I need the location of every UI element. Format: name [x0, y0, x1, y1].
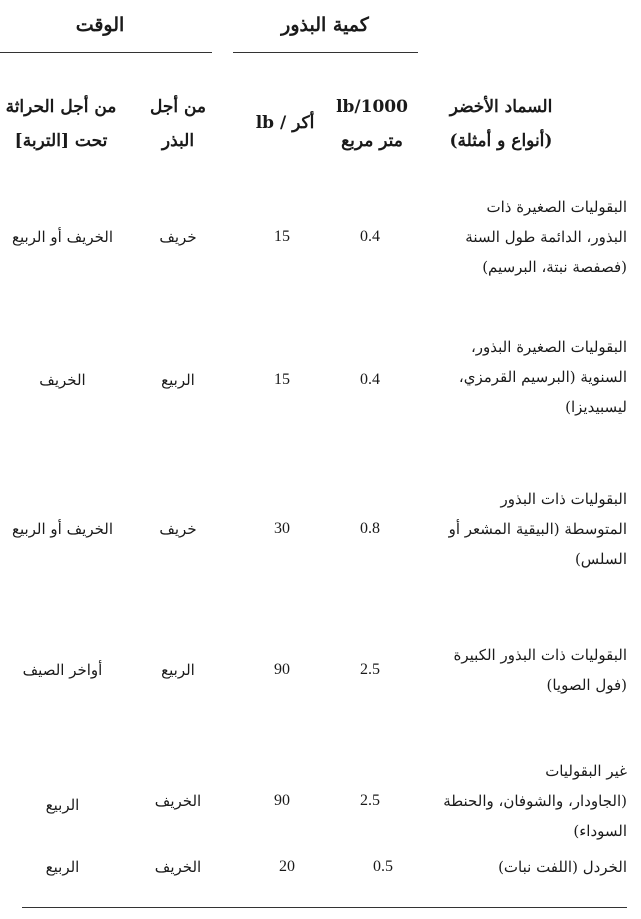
manure-line: السلس)	[574, 550, 627, 568]
manure-line: المتوسطة (البيقية المشعر أو	[448, 520, 627, 538]
manure-line: البقوليات ذات البذور الكبيرة	[453, 646, 627, 664]
manure-line: الخردل (اللفت نبات)	[498, 858, 627, 876]
table-row-1-seeding: خريف	[159, 228, 197, 246]
table-row-4-seeding: الربيع	[161, 661, 195, 679]
per-acre-column-header: أكر / lb	[255, 113, 315, 133]
manure-line: البقوليات ذات البذور	[500, 490, 627, 508]
manure-line: السوداء)	[573, 822, 627, 840]
table-row-4-per-acre: 90	[274, 661, 290, 678]
table-row-5-plow: الربيع	[45, 796, 80, 814]
table-row-3-per-1000: 0.8	[360, 520, 380, 537]
timing-group-rule	[0, 52, 212, 53]
per-1000-column-header	[322, 90, 422, 158]
plow-under-column-header	[0, 90, 122, 158]
table-row-6-per-acre: 20	[279, 858, 295, 875]
per-1000-header-area: متر مربع	[341, 131, 403, 151]
table-row-3-plow: الخريف أو الربيع	[11, 520, 114, 538]
table-row-2-per-1000: 0.4	[360, 371, 380, 388]
table-row-4-manure	[412, 640, 627, 700]
table-row-5-per-acre: 90	[274, 792, 290, 809]
table-row-2-plow: الخريف	[39, 371, 86, 389]
table-row-5-seeding: الخريف	[154, 792, 202, 810]
manure-line: (الجاودار، والشوفان، والحنطة	[443, 792, 627, 810]
manure-line: البذور، الدائمة طول السنة	[465, 228, 627, 246]
table-row-1-per-1000: 0.4	[360, 228, 380, 245]
green-manure-header-line-2: (أنواع و أمثلة)	[449, 131, 553, 151]
table-row-3-per-acre: 30	[274, 520, 290, 537]
table-row-5-manure	[412, 756, 627, 846]
table-row-3-manure	[412, 484, 627, 574]
manure-line: البقوليات الصغيرة ذات	[486, 198, 627, 216]
manure-line: (فصفصة نبتة، البرسيم)	[482, 258, 627, 276]
seeding-header-line-2: البذر	[161, 131, 195, 151]
table-bottom-rule	[22, 907, 627, 908]
manure-line: السنوية (البرسيم القرمزي،	[458, 368, 627, 386]
seed-quantity-group-label: كمية البذور	[281, 14, 369, 36]
timing-group-label: الوقت	[75, 14, 125, 36]
manure-line: (فول الصويا)	[546, 676, 627, 694]
seeding-column-header	[128, 90, 228, 158]
table-row-1-manure	[412, 192, 627, 282]
green-manure-column-header	[401, 90, 601, 158]
table-row-1-per-acre: 15	[274, 228, 290, 245]
seeding-header-line-1: من أجل	[149, 97, 207, 117]
table-row-6-per-1000: 0.5	[373, 858, 393, 875]
table-row-6-plow: الربيع	[45, 858, 80, 876]
table-row-4-plow: أواخر الصيف	[22, 661, 103, 679]
seed-quantity-group-rule	[233, 52, 418, 53]
manure-line: ليسبيديزا)	[565, 398, 627, 416]
plow-header-line-1: من أجل الحراثة	[5, 97, 117, 117]
green-manure-header-line-1: السماد الأخضر	[449, 97, 553, 117]
table-row-2-per-acre: 15	[274, 371, 290, 388]
table-row-6-manure	[412, 852, 627, 882]
table-row-2-seeding: الربيع	[161, 371, 195, 389]
manure-line: غير البقوليات	[545, 762, 627, 780]
plow-header-line-2: تحت [التربة]	[14, 131, 108, 151]
table-row-4-per-1000: 2.5	[360, 661, 380, 678]
per-1000-header-unit: lb/1000	[336, 97, 408, 117]
manure-line: البقوليات الصغيرة البذور،	[470, 338, 627, 356]
table-row-3-seeding: خريف	[159, 520, 197, 538]
table-row-5-per-1000: 2.5	[360, 792, 380, 809]
table-row-2-manure	[412, 332, 627, 422]
table-row-1-plow: الخريف أو الربيع	[11, 228, 114, 246]
table-row-6-seeding: الخريف	[154, 858, 202, 876]
